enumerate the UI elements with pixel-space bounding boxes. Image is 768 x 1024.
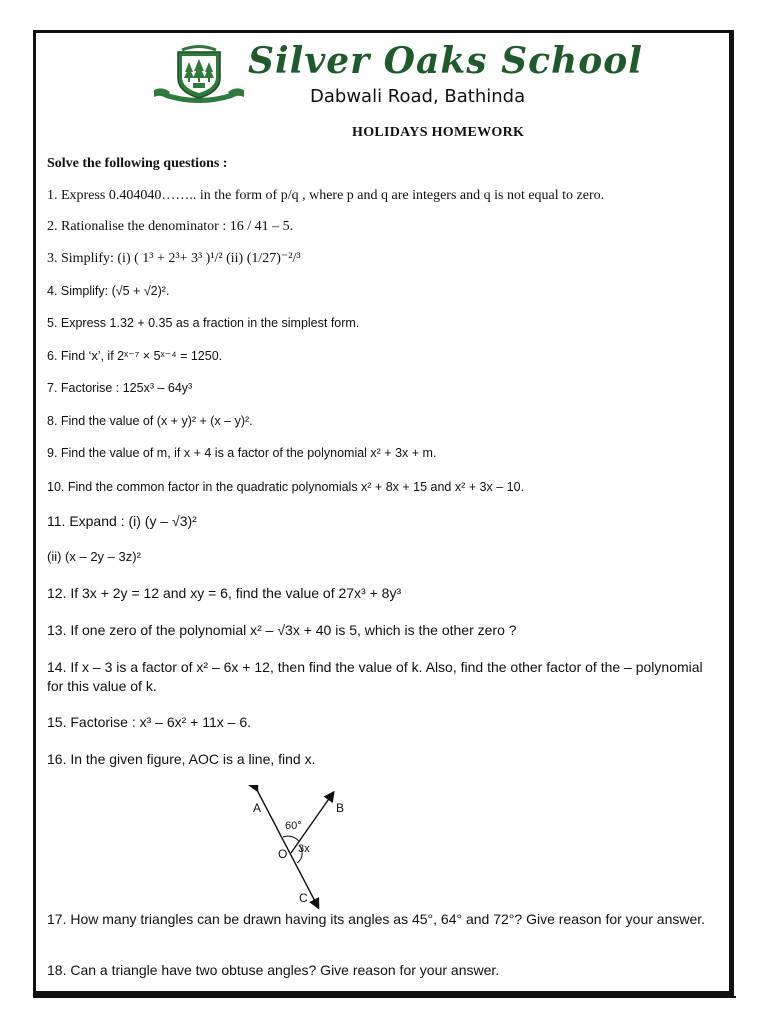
question-18: 18. Can a triangle have two obtuse angles? Give reason for your answer. <box>47 962 500 978</box>
question-11-part-ii: (ii) (x – 2y – 3z)² <box>47 549 141 564</box>
bottom-rule <box>33 996 736 998</box>
question-3: 3. Simplify: (i) ( 1³ + 2³+ 3³ )¹/² (ii) (1/27)⁻²/³ <box>47 251 301 266</box>
question-5: 5. Express 1.32 + 0.35 as a fraction in the simplest form. <box>47 316 360 330</box>
school-address: Dabwali Road, Bathinda <box>310 86 526 107</box>
label-a: A <box>253 801 262 815</box>
label-o: O <box>278 847 288 861</box>
angle-60-label: 60° <box>285 820 302 832</box>
arc-60 <box>283 836 299 841</box>
page-title: HOLIDAYS HOMEWORK <box>352 125 525 140</box>
question-7: 7. Factorise : 125x³ – 64y³ <box>47 381 193 395</box>
question-13: 13. If one zero of the polynomial x² – √3x + 40 is 5, which is the other zero ? <box>47 622 517 638</box>
school-name: Silver Oaks School <box>248 40 643 82</box>
question-12: 12. If 3x + 2y = 12 and xy = 6, find the value of 27x³ + 8y³ <box>47 585 402 601</box>
angle-3x-label: 3x <box>298 843 310 855</box>
question-16: 16. In the given figure, AOC is a line, find x. <box>47 751 316 767</box>
question-11: 11. Expand : (i) (y – √3)² <box>47 513 197 529</box>
question-15: 15. Factorise : x³ – 6x² + 11x – 6. <box>47 714 251 730</box>
instruction-text: Solve the following questions : <box>47 156 228 171</box>
question-9: 9. Find the value of m, if x + 4 is a factor of the polynomial x² + 3x + m. <box>47 446 437 460</box>
question-1: 1. Express 0.404040…….. in the form of p/q , where p and q are integers and q is not equal to zero. <box>47 188 605 203</box>
school-logo-icon <box>152 42 246 104</box>
label-b: B <box>336 801 345 815</box>
question-8: 8. Find the value of (x + y)² + (x – y)². <box>47 414 253 428</box>
label-c: C <box>299 891 308 905</box>
question-10: 10. Find the common factor in the quadratic polynomials x² + 8x + 15 and x² + 3x – 10. <box>47 480 524 494</box>
question-17: 17. How many triangles can be drawn having its angles as 45°, 64° and 72°? Give reason for your answer. <box>47 911 706 927</box>
question-2: 2. Rationalise the denominator : 16 / 41 – 5. <box>47 219 294 234</box>
question-4: 4. Simplify: (√5 + √2)². <box>47 284 170 298</box>
question-6: 6. Find ‘x’, if 2ˣ⁻⁷ × 5ˣ⁻⁴ = 1250. <box>47 349 223 363</box>
angle-figure <box>245 785 355 910</box>
question-14: 14. If x – 3 is a factor of x² – 6x + 12, then find the value of k. Also, find the other factor of the – polynomial for this value of k. <box>47 659 703 694</box>
